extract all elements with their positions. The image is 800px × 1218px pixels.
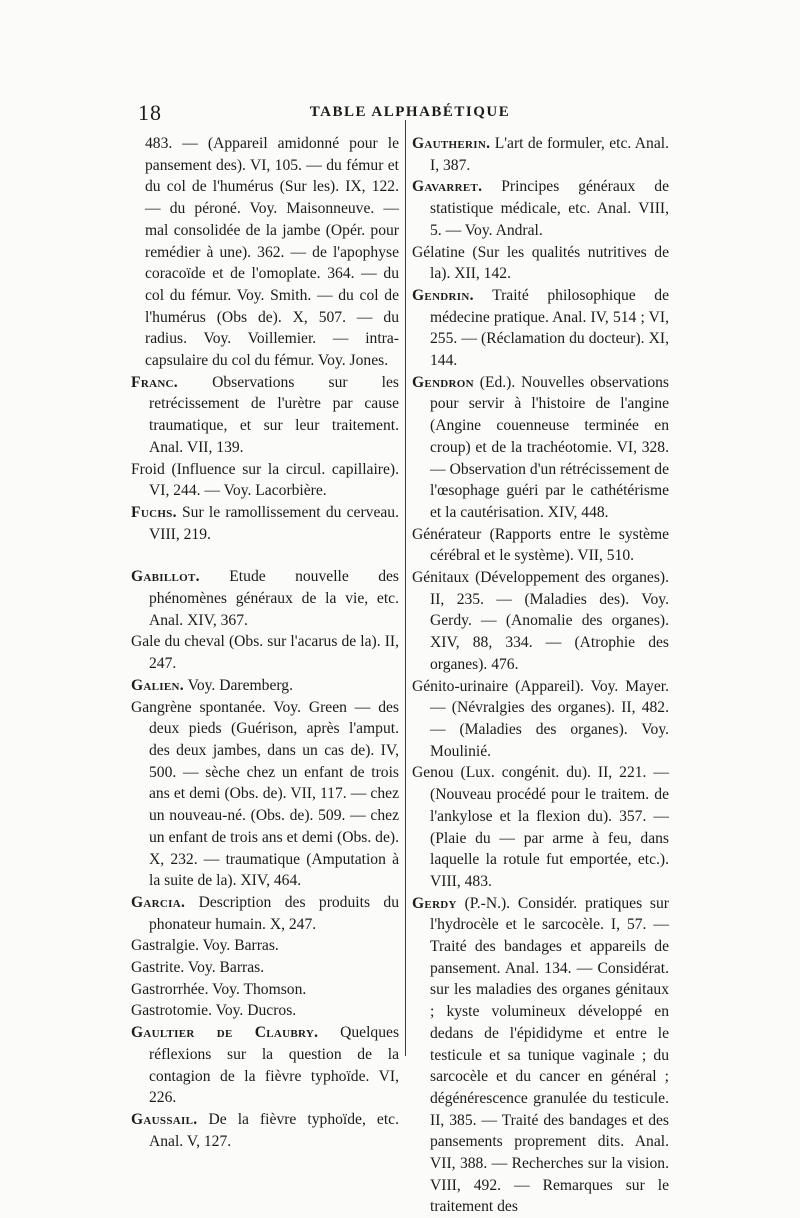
entry-text: Voy. Thomson. [208, 980, 307, 998]
index-entry [131, 631, 399, 674]
entry-text: (Influence sur la circul. capillaire). VI, 244. — Voy. Lacorbière. [149, 460, 399, 500]
index-entry [412, 524, 669, 567]
entry-text: Quelques réflexions sur la question de la contagion de la fièvre typhoïde. VI, 226. [149, 1024, 400, 1107]
entry-subject: Gastrorrhée. [131, 980, 209, 998]
entry-author: Gavarret. [412, 178, 483, 196]
entry-text: (Appareil). Voy. Mayer. — (Névralgies des organes). II, 482. — (Maladies des organes). Voy. Moulinié. [430, 677, 669, 760]
entry-subject: Gélatine [412, 243, 465, 261]
entry-subject: Genou [412, 764, 454, 782]
entry-subject: Générateur [412, 525, 482, 543]
index-entry [412, 567, 669, 676]
entry-subject: Froid [131, 460, 165, 478]
index-entry [412, 176, 669, 241]
entry-subject: Gastralgie. [131, 937, 199, 955]
entry-author: Galien. [131, 676, 184, 694]
right-column [412, 133, 669, 1218]
left-column [131, 133, 399, 1152]
entry-text: spontanée. Voy. Green — des deux pieds (Guérison, après l'amput. des deux jambes, dans un cas de). IV, 500. — sèche chez un enfant de trois ans et demi (Obs. de). VII, 117. — chez un nouveau-né. (Obs. de). 509. — chez un enfant de trois ans et demi (Obs. de). X, 232. — traumatique (Amputation à la suite de la). XIV, 464. [149, 698, 399, 890]
entry-subject: Gangrène [131, 698, 192, 716]
index-entry [131, 675, 399, 697]
index-entry [412, 893, 669, 1218]
entry-author: Gabillot. [131, 568, 200, 586]
entry-subject: Gale [131, 633, 161, 651]
entry-subject: Génito-urinaire [412, 677, 509, 695]
entry-author: Gerdy [412, 894, 457, 912]
index-entry [131, 133, 399, 372]
entry-text: (Rapports entre le système cérébral et le système). VII, 510. [430, 525, 669, 565]
index-entry [131, 372, 399, 459]
index-entry [412, 372, 669, 524]
index-entry [131, 935, 399, 957]
entry-text: Voy. Ducros. [211, 1002, 297, 1020]
index-entry [131, 459, 399, 502]
index-entry [131, 979, 399, 1001]
entry-text: du cheval (Obs. sur l'acarus de la). II, 247. [149, 633, 399, 673]
entry-text: Etude nouvelle des phénomènes généraux de la vie, etc. Anal. XIV, 367. [149, 568, 399, 629]
index-entry [412, 242, 669, 285]
entry-text: (Développement des organes). II, 235. — (Maladies des). Voy. Gerdy. — (Anomalie des organes). XIV, 88, 334. — (Atrophie des organes). 476. [430, 569, 669, 673]
entry-subject: Génitaux [412, 569, 470, 587]
index-entry [131, 892, 399, 935]
entry-author: Franc. [131, 373, 178, 391]
entry-text: Voy. Daremberg. [183, 676, 293, 694]
index-entry [131, 697, 399, 892]
entry-text: L'art de formuler, etc. Anal. I, 387. [430, 135, 669, 174]
column-divider [405, 120, 406, 1056]
running-title: TABLE ALPHABÉTIQUE [309, 104, 511, 120]
entry-author: Gautherin. [412, 135, 491, 152]
entry-text: (P.-N.). Considér. pratiques sur l'hydrocèle et le sarcocèle. I, 57. — Traité des bandages et appareils de pansement. Anal. 134. — Considérat. sur les maladies des organes génitaux ; kyste volumineux développé en dedans de l'épididyme et entre le testicule et sa tunique vaginale ; du sarcocèle et du cancer en général ; dégénérescence granulée du testicule. II, 385. — Traité des bandages et des pansements proprement dits. Anal. VII, 388. — Recherches sur la vision. VIII, 492. — Remarques sur le traitement des [430, 894, 669, 1216]
index-entry [412, 133, 669, 176]
entry-author: Gendron [412, 373, 474, 391]
entry-text: Sur le ramollissement du cerveau. VIII, 219. [149, 503, 399, 543]
index-entry [412, 762, 669, 892]
entry-text: Description des produits du phonateur humain. X, 247. [149, 893, 399, 933]
entry-text: Traité philosophique de médecine pratique. Anal. IV, 514 ; VI, 255. — (Réclamation du docteur). XI, 144. [430, 286, 669, 370]
entry-text: Voy. Barras. [184, 959, 265, 977]
index-entry [131, 1000, 399, 1022]
entry-text: (Lux. congénit. du). II, 221. — (Nouveau procédé pour le traitem. de l'ankylose et la flexion du). 357. — (Plaie du — par arme à feu, dans laquelle la rotule fut emportée, etc.). VIII, 483. [430, 764, 669, 890]
entry-subject: Gastrotomie. [131, 1002, 212, 1020]
entry-subject: Gastrite. [131, 959, 185, 977]
index-entry [412, 285, 669, 372]
entry-author: Garcia. [131, 893, 186, 911]
index-entry [131, 502, 399, 545]
index-entry [131, 1022, 399, 1109]
entry-author: Gendrin. [412, 286, 474, 304]
entry-text: Observations sur les retrécissement de l'urètre par cause traumatique, et sur leur traitement. Anal. VII, 139. [149, 373, 399, 456]
entry-author: Fuchs. [131, 503, 177, 521]
index-entry [131, 957, 399, 979]
entry-text: Voy. Barras. [198, 937, 279, 955]
entry-text: (Ed.). Nouvelles observations pour servir à l'histoire de l'angine (Angine couenneuse terminée en croup) et de la trachéotomie. VI, 328. — Observation d'un rétrécissement de l'œsophage guéri par le cathétérisme et la cautérisation. XIV, 448. [430, 373, 669, 521]
entry-text: 483. — (Appareil amidonné pour le pansement des). VI, 105. — du fémur et du col de l'humérus (Sur les). IX, 122. — du péroné. Voy. Maisonneuve. — mal consolidée de la jambe (Opér. pour remédier à une). 362. — de l'apophyse coracoïde et de l'omoplate. 364. — du col du fémur. Voy. Smith. — du col de l'humérus (Obs de). X, 507. — du radius. Voy. Voillemier. — intra-capsulaire du col du fémur. Voy. Jones. [145, 135, 399, 370]
index-entry [131, 1109, 399, 1152]
entry-author: Gaussail. [131, 1110, 198, 1128]
entry-text: De la fièvre typhoïde, etc. Anal. V, 127. [149, 1110, 399, 1150]
entry-text: (Sur les qualités nutritives de la). XII, 142. [430, 243, 669, 283]
index-entry [131, 566, 399, 631]
index-entry [412, 676, 669, 763]
page-number: 18 [138, 100, 162, 125]
entry-text: Principes généraux de statistique médicale, etc. Anal. VIII, 5. — Voy. Andral. [430, 178, 669, 239]
entry-author: Gaultier de Claubry. [131, 1024, 319, 1042]
